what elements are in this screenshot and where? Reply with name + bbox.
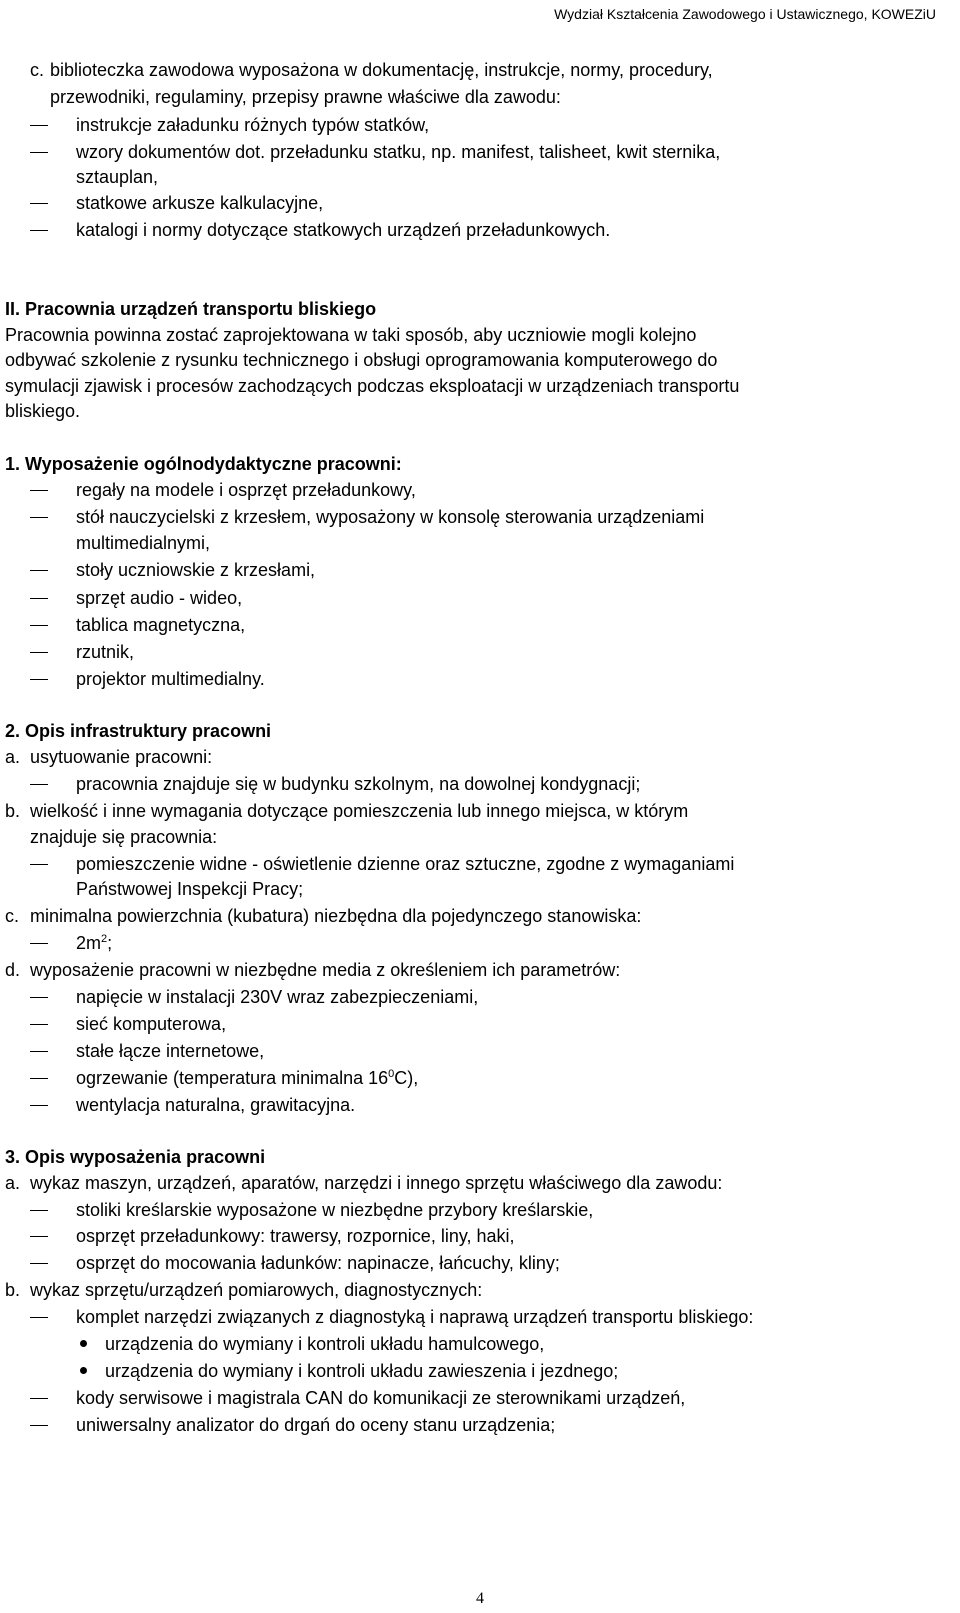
dash-icon [30,652,48,653]
list-item: tablica magnetyczna, [76,615,246,635]
list-item: osprzęt przeładunkowy: trawersy, rozpornice, liny, haki, [76,1226,515,1246]
dash-icon [30,1317,48,1318]
dash-icon [30,1024,48,1025]
paragraph-line: minimalna powierzchnia (kubatura) niezbędna dla pojedynczego stanowiska: [30,906,642,926]
list-marker: d. [5,960,21,980]
list-item: sprzęt audio - wideo, [76,588,243,608]
page-header: Wydział Kształcenia Zawodowego i Ustawicznego, KOWEZiU [554,6,936,22]
list-marker: c. [5,906,20,926]
page-number: 4 [476,1590,484,1607]
superscript: 0 [388,1068,395,1080]
dash-icon [30,490,48,491]
list-item: komplet narzędzi związanych z diagnostyką i naprawą urządzeń transportu bliskiego: [76,1307,754,1327]
paragraph-line: Pracownia powinna zostać zaprojektowana w taki sposób, aby uczniowie mogli kolejno [5,325,697,345]
section-heading: II. Pracownia urządzeń transportu bliskiego [5,299,377,319]
temperature-text: ogrzewanie (temperatura minimalna 16 [76,1068,389,1088]
list-item: stoliki kreślarskie wyposażone w niezbędne przybory kreślarskie, [76,1200,594,1220]
list-item [76,930,112,956]
section-heading: 2. Opis infrastruktury pracowni [5,721,272,741]
list-item: napięcie w instalacji 230V wraz zabezpieczeniami, [76,987,479,1007]
paragraph-line: biblioteczka zawodowa wyposażona w dokumentację, instrukcje, normy, procedury, [50,60,713,80]
bullet-icon [80,1340,87,1347]
dash-icon [30,625,48,626]
dash-icon [30,784,48,785]
dash-icon [30,1078,48,1079]
dash-icon [30,1425,48,1426]
paragraph-line: bliskiego. [5,401,81,421]
list-item: rzutnik, [76,642,135,662]
superscript: 2 [101,933,108,945]
dash-icon [30,152,48,153]
list-item: stałe łącze internetowe, [76,1041,265,1061]
paragraph-line: usytuowanie pracowni: [30,747,213,767]
dash-icon [30,203,48,204]
dash-icon [30,1263,48,1264]
dash-icon [30,997,48,998]
list-marker: a. [5,1173,21,1193]
list-item: kody serwisowe i magistrala CAN do komunikacji ze sterownikami urządzeń, [76,1388,686,1408]
list-item: osprzęt do mocowania ładunków: napinacze, łańcuchy, kliny; [76,1253,560,1273]
list-item: regały na modele i osprzęt przeładunkowy, [76,480,416,500]
dash-icon [30,864,48,865]
list-item: pracownia znajduje się w budynku szkolnym, na dowolnej kondygnacji; [76,774,641,794]
list-item: statkowe arkusze kalkulacyjne, [76,193,324,213]
paragraph-line: odbywać szkolenie z rysunku technicznego i obsługi oprogramowania komputerowego do [5,350,718,370]
list-item: wentylacja naturalna, grawitacyjna. [76,1095,356,1115]
list-marker: b. [5,1280,21,1300]
paragraph-line: wielkość i inne wymagania dotyczące pomieszczenia lub innego miejsca, w którym [30,801,689,821]
list-item: multimedialnymi, [76,533,211,553]
paragraph-line: wykaz sprzętu/urządzeń pomiarowych, diagnostycznych: [30,1280,483,1300]
paragraph-line: wyposażenie pracowni w niezbędne media z określeniem ich parametrów: [30,960,621,980]
list-item: sztauplan, [76,167,159,187]
dash-icon [30,570,48,571]
dash-icon [30,230,48,231]
section-heading: 3. Opis wyposażenia pracowni [5,1147,266,1167]
dash-icon [30,943,48,944]
list-item: instrukcje załadunku różnych typów statków, [76,115,430,135]
paragraph-line: przewodniki, regulaminy, przepisy prawne właściwe dla zawodu: [50,87,561,107]
dash-icon [30,1398,48,1399]
dash-icon [30,1105,48,1106]
temperature-unit: C), [394,1068,419,1088]
dash-icon [30,125,48,126]
area-value: 2m [76,933,102,953]
list-item [76,1065,418,1091]
dash-icon [30,1051,48,1052]
section-heading: 1. Wyposażenie ogólnodydaktyczne pracowni: [5,454,402,474]
list-item: stół nauczycielski z krzesłem, wyposażony w konsolę sterowania urządzeniami [76,507,705,527]
list-item: uniwersalny analizator do drgań do oceny stanu urządzenia; [76,1415,556,1435]
list-marker: c. [30,60,45,80]
list-item: Państwowej Inspekcji Pracy; [76,879,304,899]
dash-icon [30,1210,48,1211]
list-item: stoły uczniowskie z krzesłami, [76,560,316,580]
paragraph-line: znajduje się pracownia: [30,827,218,847]
dash-icon [30,679,48,680]
sub-list-item: urządzenia do wymiany i kontroli układu zawieszenia i jezdnego; [105,1361,619,1381]
list-item: katalogi i normy dotyczące statkowych urządzeń przeładunkowych. [76,220,611,240]
dash-icon [30,517,48,518]
paragraph-line: symulacji zjawisk i procesów zachodzących podczas eksploatacji w urządzeniach transportu [5,376,740,396]
sub-list-item: urządzenia do wymiany i kontroli układu hamulcowego, [105,1334,545,1354]
list-marker: b. [5,801,21,821]
list-item: wzory dokumentów dot. przeładunku statku, np. manifest, talisheet, kwit sternika, [76,142,721,162]
list-item: pomieszczenie widne - oświetlenie dzienne oraz sztuczne, zgodne z wymaganiami [76,854,735,874]
paragraph-line: wykaz maszyn, urządzeń, aparatów, narzędzi i innego sprzętu właściwego dla zawodu: [30,1173,723,1193]
punctuation: ; [107,933,113,953]
bullet-icon [80,1367,87,1374]
list-item: projektor multimedialny. [76,669,265,689]
list-item: sieć komputerowa, [76,1014,227,1034]
dash-icon [30,598,48,599]
list-marker: a. [5,747,21,767]
dash-icon [30,1236,48,1237]
